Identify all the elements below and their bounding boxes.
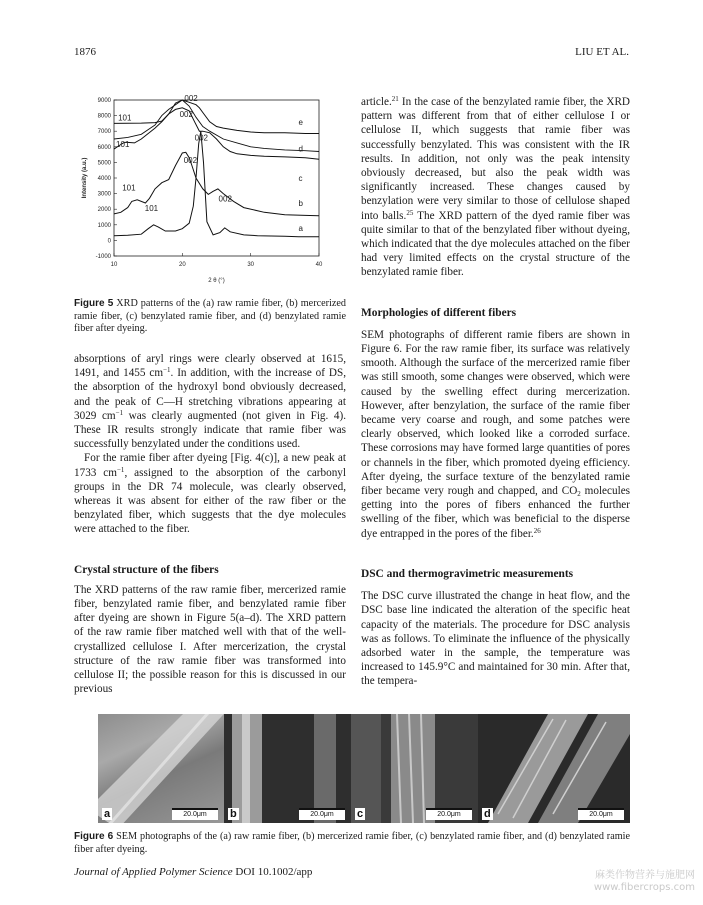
y-tick-label: 1000 bbox=[97, 222, 111, 229]
figure-6-caption bbox=[74, 831, 630, 856]
peak-label: 002 bbox=[183, 156, 198, 166]
y-tick-label: -1000 bbox=[95, 254, 111, 260]
curve-label: a bbox=[298, 224, 303, 234]
y-tick-label: 0 bbox=[107, 238, 111, 245]
figure-6-label: Figure 6 bbox=[74, 831, 114, 842]
figure-5-label: Figure 5 bbox=[74, 298, 114, 309]
y-tick-label: 3000 bbox=[97, 191, 111, 198]
y-tick-label: 4000 bbox=[97, 176, 111, 182]
xrd-curve-e bbox=[114, 100, 319, 152]
curve-label: d bbox=[298, 144, 303, 154]
superscript: −1 bbox=[116, 465, 125, 474]
superscript: 26 bbox=[533, 526, 541, 535]
xrd-curve-c bbox=[114, 108, 319, 160]
journal-name: Journal of Applied Polymer Science bbox=[74, 866, 233, 878]
y-tick-label: 5000 bbox=[97, 160, 111, 167]
curve-label: b bbox=[298, 199, 303, 209]
figure-5-caption-text: XRD patterns of the (a) raw ramie fiber, (b) mercerized ramie fiber, (c) benzylated ramie fiber, and (d) benzylated ramie fiber after dyeing. bbox=[74, 298, 346, 335]
sem-panel-d bbox=[478, 714, 630, 823]
superscript: 25 bbox=[406, 208, 414, 217]
superscript: −1 bbox=[115, 408, 124, 417]
peak-label: 101 bbox=[116, 139, 130, 149]
xrd-curve-d bbox=[114, 100, 319, 134]
x-tick-label: 40 bbox=[315, 262, 323, 268]
y-tick-label: 9000 bbox=[97, 98, 111, 104]
running-head: LIU ET AL. bbox=[575, 46, 629, 58]
peak-label: 002 bbox=[194, 133, 208, 143]
x-axis-label: 2 θ (°) bbox=[208, 278, 225, 284]
section-heading-crystal: Crystal structure of the fibers bbox=[74, 563, 219, 576]
text-run: molecules getting into the pores of fibers enhanced the further swelling of the fiber, which was beneficial to the disperse dye entrapped in the pores of the fiber. bbox=[361, 485, 631, 540]
sem-image-c bbox=[351, 714, 478, 823]
sem-image-a bbox=[98, 714, 224, 823]
peak-label: 101 bbox=[122, 183, 136, 193]
text-run: absorptions of aryl rings were clearly observed at 1615, 1491, and 1455 cm bbox=[74, 353, 346, 380]
page-number: 1876 bbox=[74, 46, 96, 58]
x-tick-label: 20 bbox=[178, 262, 186, 268]
panel-label: d bbox=[484, 808, 491, 820]
y-axis-label: Intensity (a.u.) bbox=[82, 157, 88, 199]
text-run: article. bbox=[361, 96, 392, 108]
superscript: 21 bbox=[391, 95, 399, 103]
text-run: SEM photographs of different ramie fibers are shown in Figure 6. For the raw ramie fiber, its surface was relatively smooth. Although the surface of the mercerized ramie fiber was still smooth, some changes were observed, which were caused by the swelling effect during mercerization. However, after benzylation, the surface of the ramie fiber became very coarse and rough, and some patches were clearly observed, which looked like a corroded surface. These corrosions may have formed large quantities of pores or channels in the fiber, which promoted dyeing efficiency. After dyeing, the surface texture of the benzylated ramie fiber became very rough and chapped, and CO bbox=[361, 328, 630, 498]
paragraph bbox=[74, 451, 346, 536]
section-heading-dsc: DSC and thermogravimetric measurements bbox=[361, 567, 574, 580]
curve-label: c bbox=[298, 174, 303, 184]
panel-label: b bbox=[230, 808, 237, 820]
sem-panel-c bbox=[351, 714, 478, 823]
x-tick-label: 30 bbox=[247, 262, 255, 268]
subscript: 2 bbox=[577, 490, 581, 499]
sem-panel-b bbox=[224, 714, 351, 823]
paragraph bbox=[361, 95, 630, 280]
text-run: In the case of the benzylated ramie fiber, the XRD pattern was different from that of either cellulose I or cellulose II, which suggests that ramie fiber was successfully benzylated. This was consistent with the IR results. In addition, not only was the peak intensity obviously decreased, but also the peak width was significantly increased. These changes caused by benzylation were very similar to those of cellulose shaped into balls. bbox=[361, 96, 630, 222]
peak-label: 002 bbox=[218, 194, 232, 204]
y-tick-label: 6000 bbox=[97, 144, 111, 151]
paragraph bbox=[361, 328, 630, 541]
y-tick-label: 7000 bbox=[97, 129, 111, 136]
paragraph bbox=[74, 352, 346, 451]
scale-bar: 20.0μm bbox=[426, 808, 472, 820]
watermark-line: www.fibercrops.com bbox=[593, 882, 695, 893]
sem-image-b bbox=[224, 714, 351, 823]
text-run: . In addition, with the increase of DS, the absorption of the hydroxyl bond obviously decreased, and the peak of C—H stretching vibrations appearing at 3029 cm bbox=[74, 367, 346, 422]
sem-image-d bbox=[478, 714, 630, 823]
xrd-curve-a bbox=[114, 131, 319, 237]
paragraph: The XRD patterns of the raw ramie fiber, mercerized ramie fiber, benzylated ramie fiber, and benzylated ramie fiber after dyeing are shown in Figure 5(a–d). The XRD pattern of the raw ramie fiber matched well with that of the well-crystallized cellulose I. After mercerization, the crystal structure of the raw ramie fiber was transformed into cellulose II; the possible reason for this is discussed in our previous bbox=[74, 583, 346, 696]
scale-bar: 20.0μm bbox=[172, 808, 218, 820]
text-run: , assigned to the absorption of the carbonyl groups in the DR 74 molecule, was clearly observed, whereas it was absent for either of the raw fiber or the benzylated fiber, which suggests that the dye molecules were attached to the fiber. bbox=[74, 466, 346, 536]
scale-bar: 20.0μm bbox=[299, 808, 345, 820]
text-run: was clearly augmented (not given in Fig. 4). These IR results strongly indicate that ramie fiber was successfully benzylated under the conditions used. bbox=[74, 409, 347, 451]
right-column bbox=[361, 95, 630, 689]
watermark bbox=[594, 870, 695, 894]
panel-label: c bbox=[357, 808, 364, 820]
doi: DOI 10.1002/app bbox=[232, 866, 313, 878]
curve-label: e bbox=[298, 117, 303, 127]
watermark-line: 麻类作物营养与施肥网 bbox=[595, 870, 695, 881]
section-heading-morphologies: Morphologies of different fibers bbox=[361, 306, 517, 319]
sem-panel-a bbox=[98, 714, 224, 823]
superscript: −1 bbox=[163, 366, 171, 375]
peak-label: 101 bbox=[118, 113, 132, 123]
text-run: For the ramie fiber after dyeing [Fig. 4(c)], a new peak at 1733 cm bbox=[74, 452, 346, 479]
panel-label: a bbox=[104, 808, 111, 820]
text-run: The XRD pattern of the dyed ramie fiber was quite similar to that of the benzylated fiber without dyeing, which indicated that the dye molecules attached on the fiber had very limited effects on the crystal structure of the benzylated ramie fiber. bbox=[361, 209, 630, 279]
scale-bar: 20.0μm bbox=[578, 808, 624, 820]
y-tick-label: 2000 bbox=[97, 207, 111, 214]
paragraph: The DSC curve illustrated the change in heat flow, and the DSC base line indicated the alteration of the specific heat capacity of the materials. The procedure for DSC analysis was as follows. To eliminate the influence of the physically adsorbed water in the sample, the temperature was increased to 145.9°C and maintained for 30 min. After that, the tempera- bbox=[361, 590, 630, 688]
y-tick-label: 8000 bbox=[97, 113, 111, 120]
left-column bbox=[74, 352, 346, 696]
chart-series bbox=[114, 100, 319, 237]
peak-label: 101 bbox=[144, 203, 159, 213]
figure-5-caption bbox=[74, 298, 346, 336]
journal-footer bbox=[74, 866, 312, 878]
figure-6-caption-text: SEM photographs of the (a) raw ramie fiber, (b) mercerized ramie fiber, (c) benzylated ramie fiber, and (d) benzylated ramie fiber after dyeing. bbox=[74, 831, 630, 855]
figure-6-sem-strip bbox=[98, 714, 630, 823]
xrd-chart bbox=[74, 94, 344, 290]
peak-label: 002 bbox=[184, 94, 198, 103]
x-tick-label: 10 bbox=[110, 262, 118, 268]
peak-label: 002 bbox=[179, 110, 193, 120]
chart-annotations bbox=[116, 94, 303, 233]
